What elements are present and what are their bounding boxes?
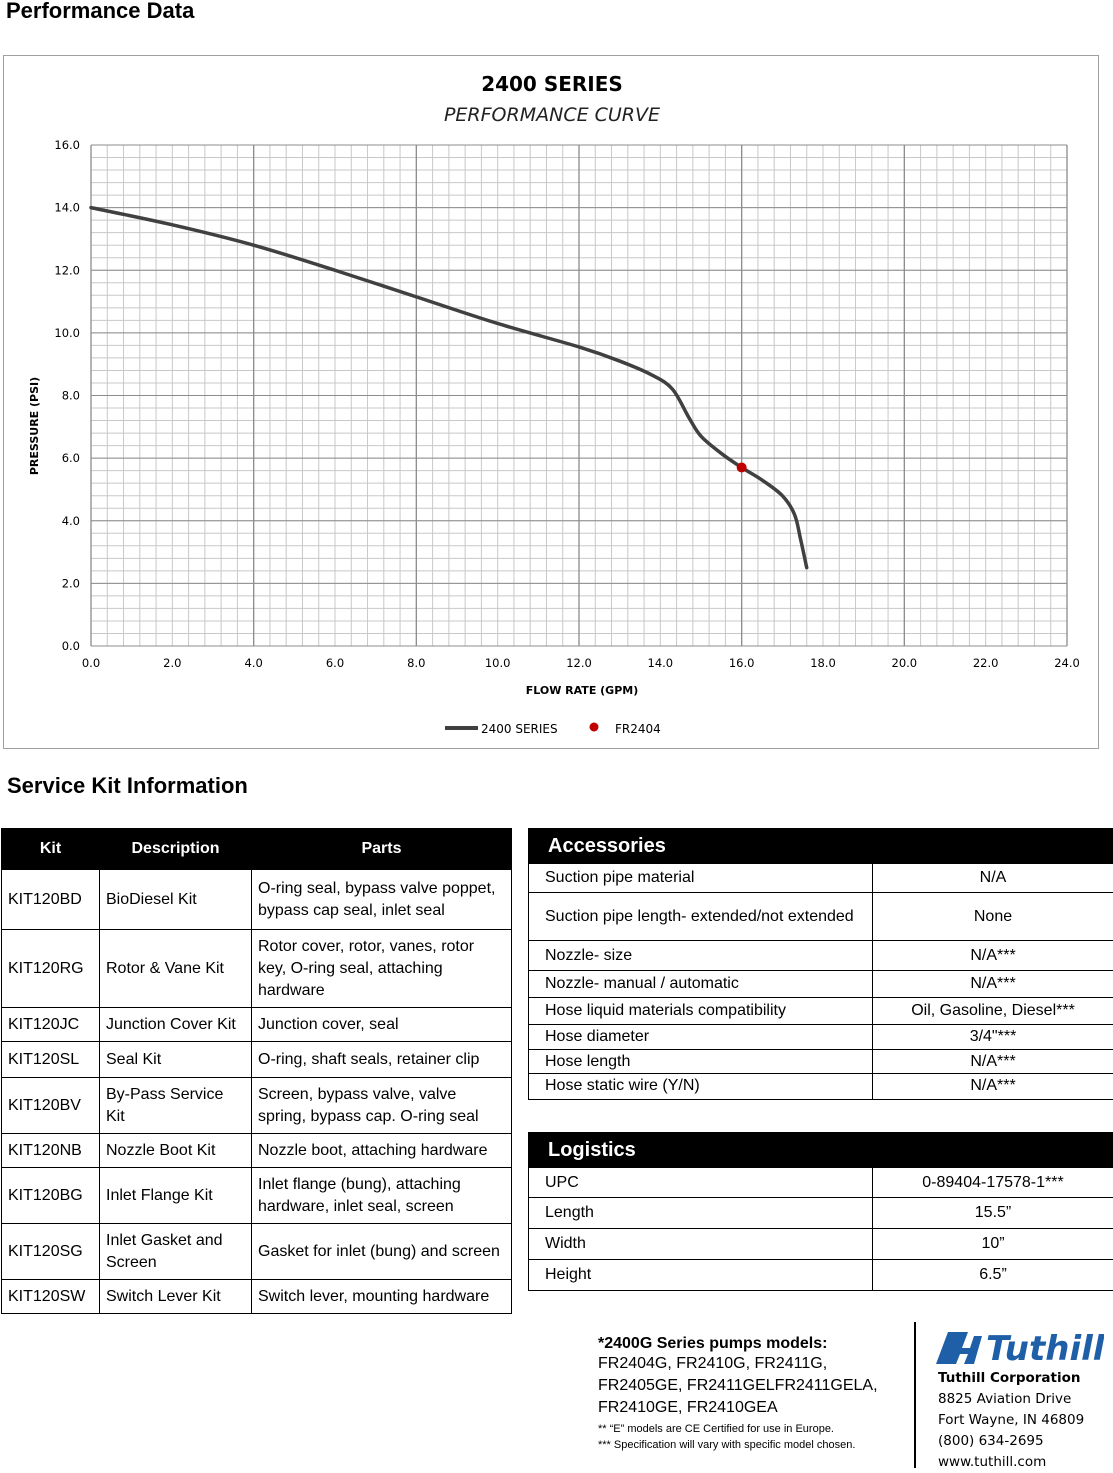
kit-description: Junction Cover Kit — [100, 1008, 252, 1042]
spec-value: 15.5” — [873, 1198, 1113, 1229]
spec-value: 6.5” — [873, 1260, 1113, 1290]
kit-description: By-Pass Service Kit — [100, 1078, 252, 1134]
kit-description: Inlet Gasket and Screen — [100, 1224, 252, 1280]
spec-value: N/A*** — [873, 941, 1113, 971]
x-tick-label: 4.0 — [245, 656, 263, 670]
spec-value: N/A*** — [873, 971, 1113, 998]
performance-chart — [3, 55, 1099, 749]
kit-parts: Nozzle boot, attaching hardware — [252, 1134, 512, 1168]
logo-wordmark: Tuthill — [986, 1329, 1104, 1368]
spec-label: Hose static wire (Y/N) — [529, 1074, 873, 1099]
x-tick-label: 10.0 — [485, 656, 511, 670]
x-axis-ticks — [82, 656, 1080, 670]
kit-code: KIT120BG — [2, 1168, 100, 1224]
notes-spec: *** Specification will vary with specific model chosen. — [598, 1439, 908, 1451]
spec-label: Suction pipe length- extended/not extended — [529, 893, 873, 941]
kit-description: Nozzle Boot Kit — [100, 1134, 252, 1168]
legend-marker-fr2404 — [590, 723, 599, 732]
company-website[interactable]: www.tuthill.com — [938, 1452, 1084, 1473]
x-tick-label: 18.0 — [810, 656, 836, 670]
spec-label: Height — [529, 1260, 873, 1290]
spec-label: Suction pipe material — [529, 864, 873, 893]
y-tick-label: 6.0 — [62, 451, 80, 465]
kit-parts: Rotor cover, rotor, vanes, rotor key, O-ring seal, attaching hardware — [252, 930, 512, 1008]
service-kit-table — [1, 828, 512, 1314]
kit-header-parts: Parts — [252, 829, 512, 870]
company-info — [938, 1368, 1084, 1473]
spec-label: Length — [529, 1198, 873, 1229]
table-row — [529, 1050, 1113, 1074]
spec-value: 10” — [873, 1229, 1113, 1260]
kit-code: KIT120SW — [2, 1280, 100, 1314]
kit-code: KIT120BD — [2, 870, 100, 930]
kit-parts: Screen, bypass valve, valve spring, bypass cap. O-ring seal — [252, 1078, 512, 1134]
spec-value: 3/4"*** — [873, 1025, 1113, 1050]
table-row — [529, 941, 1113, 971]
y-tick-label: 16.0 — [54, 138, 80, 152]
spec-label: Hose length — [529, 1050, 873, 1074]
kit-parts: Inlet flange (bung), attaching hardware, inlet seal, screen — [252, 1168, 512, 1224]
x-tick-label: 22.0 — [973, 656, 999, 670]
x-tick-label: 14.0 — [648, 656, 674, 670]
company-name: Tuthill Corporation — [938, 1368, 1084, 1389]
spec-label: UPC — [529, 1168, 873, 1198]
y-tick-label: 2.0 — [62, 576, 80, 590]
table-row — [529, 864, 1113, 893]
y-tick-label: 8.0 — [62, 389, 80, 403]
kit-parts: O-ring seal, bypass valve poppet, bypass cap seal, inlet seal — [252, 870, 512, 930]
spec-value: N/A — [873, 864, 1113, 893]
x-tick-label: 2.0 — [163, 656, 181, 670]
x-tick-label: 6.0 — [326, 656, 344, 670]
kit-parts: O-ring, shaft seals, retainer clip — [252, 1042, 512, 1078]
divider — [914, 1322, 916, 1468]
accessories-panel — [528, 828, 1113, 1100]
kit-parts: Junction cover, seal — [252, 1008, 512, 1042]
notes-ce: ** “E” models are CE Certified for use in Europe. — [598, 1423, 908, 1435]
kit-code: KIT120SL — [2, 1042, 100, 1078]
x-tick-label: 8.0 — [407, 656, 425, 670]
spec-label: Nozzle- manual / automatic — [529, 971, 873, 998]
chart-legend — [445, 722, 661, 736]
company-address-1: 8825 Aviation Drive — [938, 1389, 1084, 1410]
table-row — [529, 1198, 1113, 1229]
spec-value: N/A*** — [873, 1074, 1113, 1099]
data-point-fr2404 — [737, 463, 747, 473]
spec-value: Oil, Gasoline, Diesel*** — [873, 998, 1113, 1025]
x-axis-label: FLOW RATE (GPM) — [526, 684, 639, 697]
model-notes — [598, 1335, 908, 1451]
x-tick-label: 16.0 — [729, 656, 755, 670]
spec-label: Width — [529, 1229, 873, 1260]
kit-parts: Switch lever, mounting hardware — [252, 1280, 512, 1314]
table-row — [2, 1224, 512, 1280]
spec-label: Hose diameter — [529, 1025, 873, 1050]
company-phone: (800) 634-2695 — [938, 1431, 1084, 1452]
kit-description: Rotor & Vane Kit — [100, 930, 252, 1008]
y-tick-label: 4.0 — [62, 514, 80, 528]
kit-code: KIT120BV — [2, 1078, 100, 1134]
accessories-title: Accessories — [529, 829, 1113, 863]
y-tick-label: 0.0 — [62, 639, 80, 653]
tuthill-logo — [934, 1326, 1104, 1373]
legend-label-fr2404: FR2404 — [615, 722, 661, 736]
table-row — [2, 1280, 512, 1314]
tuthill-logo-icon — [934, 1326, 1104, 1368]
table-row — [2, 1078, 512, 1134]
spec-value: 0-89404-17578-1*** — [873, 1168, 1113, 1198]
kit-code: KIT120SG — [2, 1224, 100, 1280]
company-address-2: Fort Wayne, IN 46809 — [938, 1410, 1084, 1431]
table-row — [529, 998, 1113, 1025]
kit-parts: Gasket for inlet (bung) and screen — [252, 1224, 512, 1280]
kit-description: Inlet Flange Kit — [100, 1168, 252, 1224]
y-axis-ticks — [54, 138, 80, 653]
x-tick-label: 24.0 — [1054, 656, 1080, 670]
chart-subtitle: PERFORMANCE CURVE — [444, 104, 660, 126]
y-tick-label: 14.0 — [54, 201, 80, 215]
kit-description: Switch Lever Kit — [100, 1280, 252, 1314]
table-row — [529, 1025, 1113, 1050]
legend-label-2400-series: 2400 SERIES — [481, 722, 558, 736]
spec-label: Nozzle- size — [529, 941, 873, 971]
y-tick-label: 12.0 — [54, 263, 80, 277]
logistics-table — [529, 1167, 1113, 1290]
kit-header-kit: Kit — [2, 829, 100, 870]
table-row — [529, 1074, 1113, 1099]
performance-data-title: Performance Data — [6, 0, 194, 24]
table-row — [529, 893, 1113, 941]
table-row — [2, 1168, 512, 1224]
table-row — [529, 1260, 1113, 1290]
table-row — [2, 870, 512, 930]
kit-code: KIT120NB — [2, 1134, 100, 1168]
spec-label: Hose liquid materials compatibility — [529, 998, 873, 1025]
spec-value: N/A*** — [873, 1050, 1113, 1074]
kit-header-description: Description — [100, 829, 252, 870]
table-row — [2, 1134, 512, 1168]
x-tick-label: 20.0 — [892, 656, 918, 670]
logistics-panel — [528, 1132, 1113, 1291]
table-row — [529, 971, 1113, 998]
x-tick-label: 12.0 — [566, 656, 592, 670]
y-axis-label: PRESSURE (PSI) — [28, 377, 41, 475]
y-tick-label: 10.0 — [54, 326, 80, 340]
logistics-title: Logistics — [529, 1133, 1113, 1167]
table-row — [529, 1168, 1113, 1198]
x-tick-label: 0.0 — [82, 656, 100, 670]
chart-title: 2400 SERIES — [481, 72, 623, 96]
service-kit-title: Service Kit Information — [7, 773, 248, 799]
notes-heading: *2400G Series pumps models: — [598, 1335, 908, 1353]
notes-models: FR2404G, FR2410G, FR2411G, FR2405GE, FR2411GELFR2411GELA, FR2410GE, FR2410GEA — [598, 1353, 908, 1419]
kit-description: Seal Kit — [100, 1042, 252, 1078]
table-row — [529, 1229, 1113, 1260]
kit-code: KIT120JC — [2, 1008, 100, 1042]
table-row — [2, 930, 512, 1008]
spec-value: None — [873, 893, 1113, 941]
table-row — [2, 1042, 512, 1078]
chart-svg — [4, 56, 1098, 748]
kit-description: BioDiesel Kit — [100, 870, 252, 930]
kit-table-header — [2, 829, 512, 870]
kit-code: KIT120RG — [2, 930, 100, 1008]
table-row — [2, 1008, 512, 1042]
accessories-table — [529, 863, 1113, 1099]
